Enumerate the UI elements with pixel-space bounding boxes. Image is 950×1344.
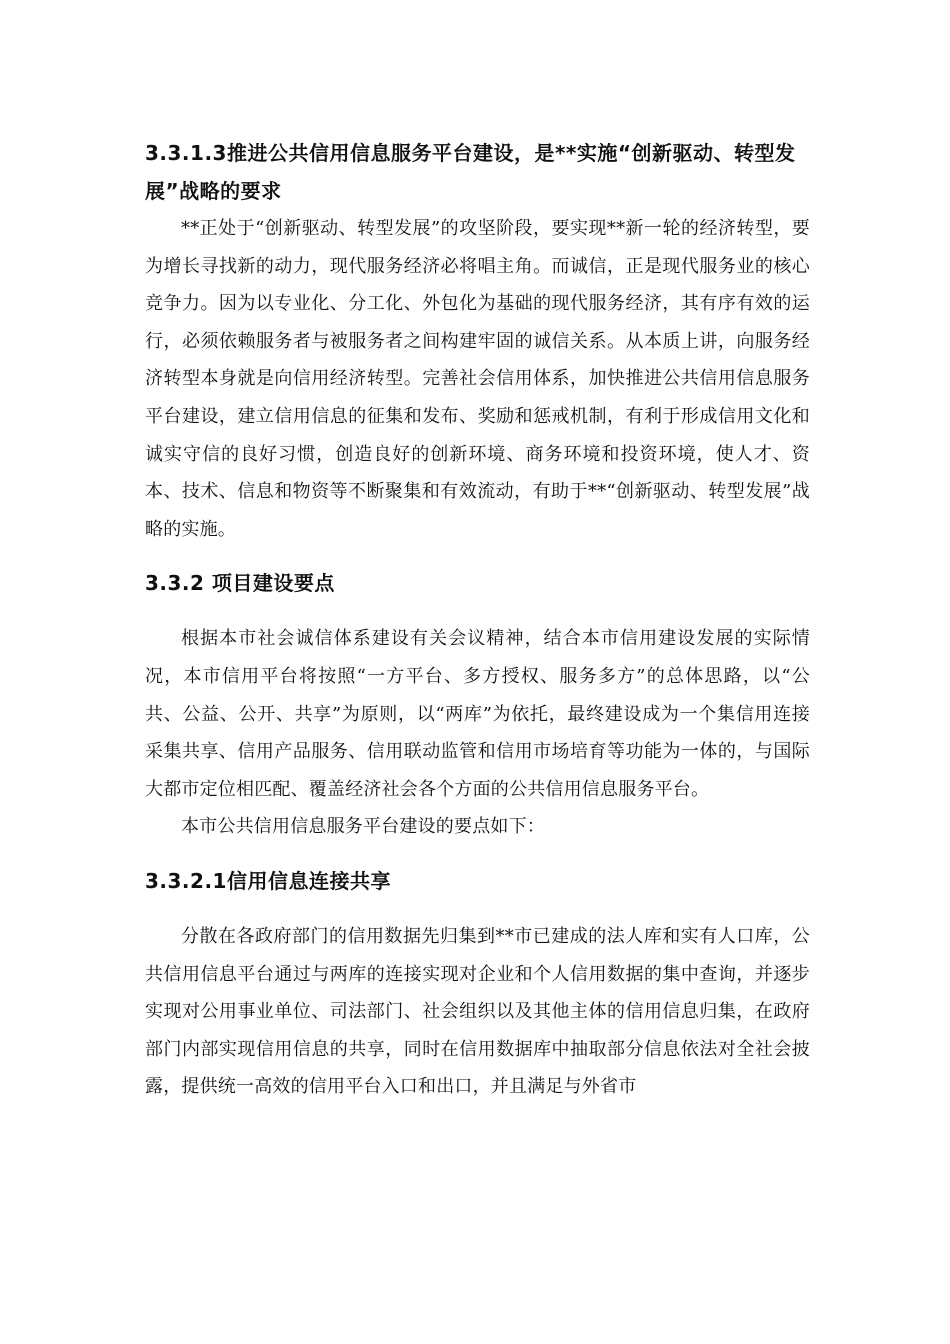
section-paragraph-3-3-1-3: **正处于“创新驱动、转型发展”的攻坚阶段，要实现**新一轮的经济转型，要为增长寻找新的动力，现代服务经济必将唱主角。而诚信，正是现代服务业的核心竞争力。因为以专业化、分工化、外包化为基础的现代服务经济，其有序有效的运行，必须依赖服务者与被服务者之间构建牢固的诚信关系。从本质上讲，向服务经济转型本身就是向信用经济转型。完善社会信用体系，加快推进公共信用信息服务平台建设，建立信用信息的征集和发布、奖励和惩戒机制，有利于形成信用文化和诚实守信的良好习惯，创造良好的创新环境、商务环境和投资环境，使人才、资本、技术、信息和物资等不断聚集和有效流动，有助于**“创新驱动、转型发展”战略的实施。 bbox=[145, 218, 810, 540]
section-paragraph-3-3-2-a: 根据本市社会诚信体系建设有关会议精神，结合本市信用建设发展的实际情况，本市信用平台将按照“一方平台、多方授权、服务多方”的总体思路，以“公共、公益、公开、共享”为原则，以“两库”为依托，最终建设成为一个集信用连接采集共享、信用产品服务、信用联动监管和信用市场培育等功能为一体的，与国际大都市定位相匹配、覆盖经济社会各个方面的公共信用信息服务平台。 bbox=[145, 628, 810, 800]
document-content bbox=[145, 134, 810, 1106]
section-paragraph-3-3-2-b: 本市公共信用信息服务平台建设的要点如下： bbox=[181, 816, 545, 838]
section-heading-3-3-1-3: 3.3.1.3推进公共信用信息服务平台建设，是**实施“创新驱动、转型发展”战略的要求 bbox=[145, 141, 796, 203]
section-heading-3-3-2-1: 3.3.2.1信用信息连接共享 bbox=[145, 868, 391, 893]
section-heading-3-3-2: 3.3.2 项目建设要点 bbox=[145, 571, 335, 596]
section-paragraph-3-3-2-1: 分散在各政府部门的信用数据先归集到**市已建成的法人库和实有人口库，公共信用信息平台通过与两库的连接实现对企业和个人信用数据的集中查询，并逐步实现对公用事业单位、司法部门、社会组织以及其他主体的信用信息归集，在政府部门内部实现信用信息的共享，同时在信用数据库中抽取部分信息依法对全社会披露，提供统一高效的信用平台入口和出口，并且满足与外省市 bbox=[145, 925, 810, 1098]
